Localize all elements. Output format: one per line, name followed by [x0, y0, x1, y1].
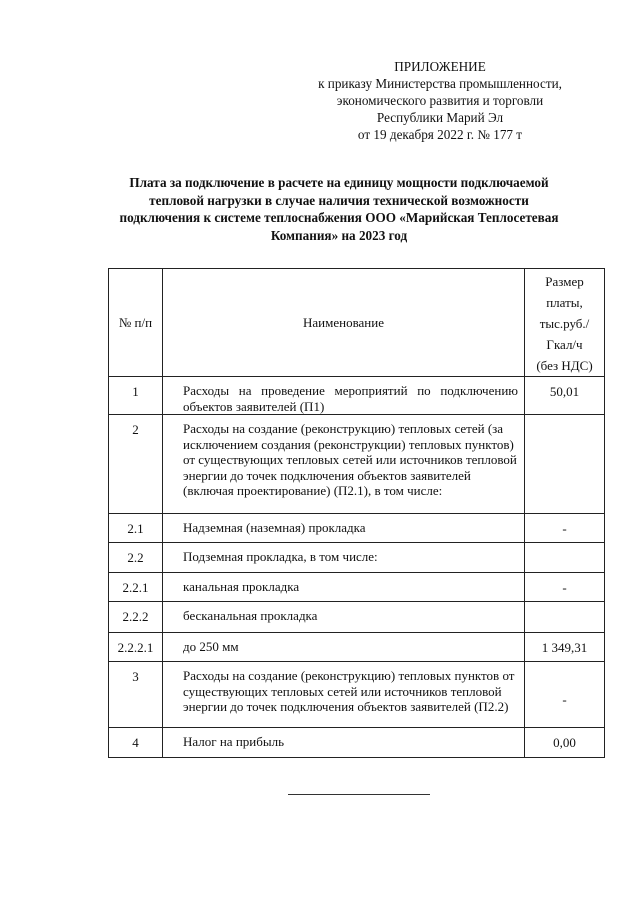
row-name: Подземная прокладка, в том числе: [163, 543, 525, 573]
row-value: 1 349,31 [525, 633, 605, 662]
table-row [109, 728, 605, 758]
row-num: 3 [109, 662, 163, 728]
fee-table [108, 268, 605, 758]
row-num: 2.2 [109, 543, 163, 573]
table-row [109, 602, 605, 633]
row-num: 2.1 [109, 514, 163, 543]
row-name: канальная прокладка [163, 573, 525, 602]
signature-divider [288, 794, 430, 795]
table-row [109, 662, 605, 728]
row-name: до 250 мм [163, 633, 525, 662]
column-header-size-line: (без НДС) [536, 358, 593, 373]
table-row [109, 633, 605, 662]
row-num: 2.2.2 [109, 602, 163, 633]
row-num: 2.2.2.1 [109, 633, 163, 662]
table-row [109, 514, 605, 543]
column-header-size-line: Размер [545, 274, 584, 289]
row-value: 50,01 [525, 377, 605, 415]
title-line: подключения к системе теплоснабжения ООО «Марийская Теплосетевая [119, 210, 559, 225]
column-header-size-line: Гкал/ч [546, 337, 583, 352]
row-value: 0,00 [525, 728, 605, 758]
title-line: тепловой нагрузки в случае наличия технической возможности [149, 192, 529, 208]
row-num: 2.2.1 [109, 573, 163, 602]
row-name: Налог на прибыль [163, 728, 525, 758]
row-value [525, 415, 605, 514]
appendix-title: ПРИЛОЖЕНИЕ [394, 59, 486, 74]
appendix-date-line: от 19 декабря 2022 г. № 177 т [357, 127, 523, 142]
row-name: Расходы на создание (реконструкцию) тепловых пунктов от существующих тепловых сетей или источников тепловой энергии до точек подключения объектов заявителей (П2.2) [163, 662, 525, 728]
table-row [109, 543, 605, 573]
row-value [525, 602, 605, 633]
row-num: 1 [109, 377, 163, 415]
table-row [109, 415, 605, 514]
table-row [109, 377, 605, 415]
row-name: Расходы на создание (реконструкцию) тепловых сетей (за исключением создания (реконструкции) тепловых пунктов) от существующих тепловых сетей или источников тепловой энергии до точек подключения объектов заявителей (включая проектирование) (П2.1), в том числе: [163, 415, 525, 514]
appendix-line: Республики Марий Эл [376, 110, 504, 125]
row-name: Расходы на проведение мероприятий по подключению объектов заявителей (П1) [163, 377, 525, 415]
column-header-size [525, 269, 605, 377]
row-value [525, 543, 605, 573]
row-name: бесканальная прокладка [163, 602, 525, 633]
appendix-line: к приказу Министерства промышленности, [318, 76, 562, 91]
document-title [104, 174, 574, 244]
table-header-row [109, 269, 605, 377]
row-value: - [525, 662, 605, 728]
row-value: - [525, 514, 605, 543]
title-line: Компания» на 2023 год [270, 227, 408, 243]
column-header-name: Наименование [163, 269, 525, 377]
column-header-size-line: платы, [546, 295, 583, 310]
appendix-header [300, 58, 580, 143]
title-line: Плата за подключение в расчете на единицу мощности подключаемой [129, 175, 549, 190]
column-header-num: № п/п [109, 269, 163, 377]
column-header-size-line: тыс.руб./ [539, 316, 590, 331]
table-row [109, 573, 605, 602]
row-value: - [525, 573, 605, 602]
row-num: 2 [109, 415, 163, 514]
row-num: 4 [109, 728, 163, 758]
appendix-line: экономического развития и торговли [336, 93, 544, 108]
row-name: Надземная (наземная) прокладка [163, 514, 525, 543]
